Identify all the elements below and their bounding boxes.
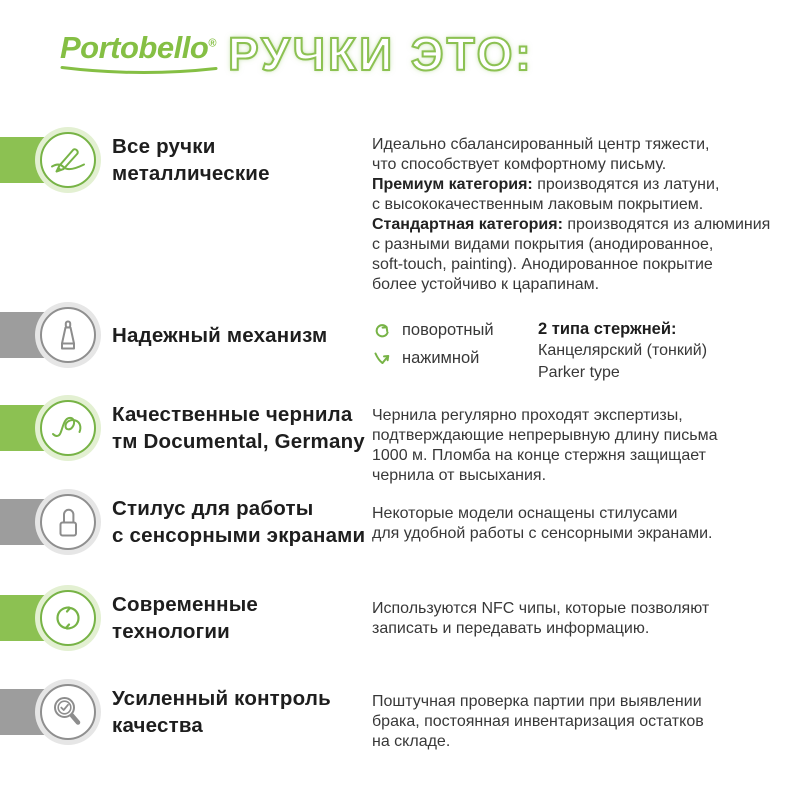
feature-description: Используются NFC чипы, которые позволяют записать и передавать информацию.: [372, 600, 710, 637]
brand-logo-text: Portobello®: [60, 30, 216, 65]
ink-squiggle-icon: [40, 400, 96, 456]
pen-writing-icon: [40, 132, 96, 188]
feature-heading: Стилус для работы с сенсорными экранами: [112, 497, 366, 547]
mechanism-item: [372, 320, 494, 340]
nfc-icon: [40, 590, 96, 646]
page-title: РУЧКИ ЭТО:: [228, 28, 534, 80]
feature-heading: Усиленный контроль качества: [112, 687, 331, 737]
feature-description: Чернила регулярно проходят экспертизы, подтверждающие непрерывную длину письма 1000 м. Пломба на конце стержня защищает чернила от высыхания.: [372, 407, 718, 484]
logo-swoosh: [60, 64, 218, 77]
registered-mark: ®: [208, 37, 216, 50]
pen-tip-icon: [40, 307, 96, 363]
refill-types: [538, 318, 778, 384]
feature-row-mechanism: [0, 290, 800, 380]
brand-logo: [60, 32, 230, 77]
feature-row-stylus: [0, 477, 800, 567]
feature-heading: Все ручки металлические: [112, 135, 270, 185]
rotate-icon: [372, 320, 392, 340]
feature-heading: Современные технологии: [112, 593, 259, 643]
feature-row-nfc: [0, 573, 800, 663]
feature-row-ink: [0, 383, 800, 484]
feature-row-metal: [0, 115, 800, 293]
refill-title: 2 типа стержней:: [538, 320, 677, 338]
push-arrow-icon: [372, 348, 392, 368]
stylus-icon: [40, 494, 96, 550]
mechanism-list: [372, 320, 494, 368]
feature-heading: Качественные чернила тм Documental, Germany: [112, 403, 365, 453]
feature-heading: Надежный механизм: [112, 323, 328, 347]
mechanism-label: поворотный: [402, 320, 494, 339]
feature-row-quality: [0, 667, 800, 757]
feature-description: Поштучная проверка партии при выявлении брака, постоянная инвентаризация остатков на складе.: [372, 693, 704, 750]
refill-options: Канцелярский (тонкий) Parker type: [538, 342, 708, 381]
feature-description: Некоторые модели оснащены стилусами для удобной работы с сенсорными экранами.: [372, 505, 713, 542]
magnifier-check-icon: [40, 684, 96, 740]
mechanism-item: [372, 348, 494, 368]
feature-description: Идеально сбалансированный центр тяжести, что способствует комфортному письму. Премиум категория: производятся из латуни, с высококачественным лаковым покрытием. Стандартная категория: производятся из алюминия с разными видами покрытия (анодированное, soft-touch, painting). Анодированное покрытие более устойчиво к царапинам.: [372, 136, 771, 293]
mechanism-label: нажимной: [402, 348, 480, 367]
